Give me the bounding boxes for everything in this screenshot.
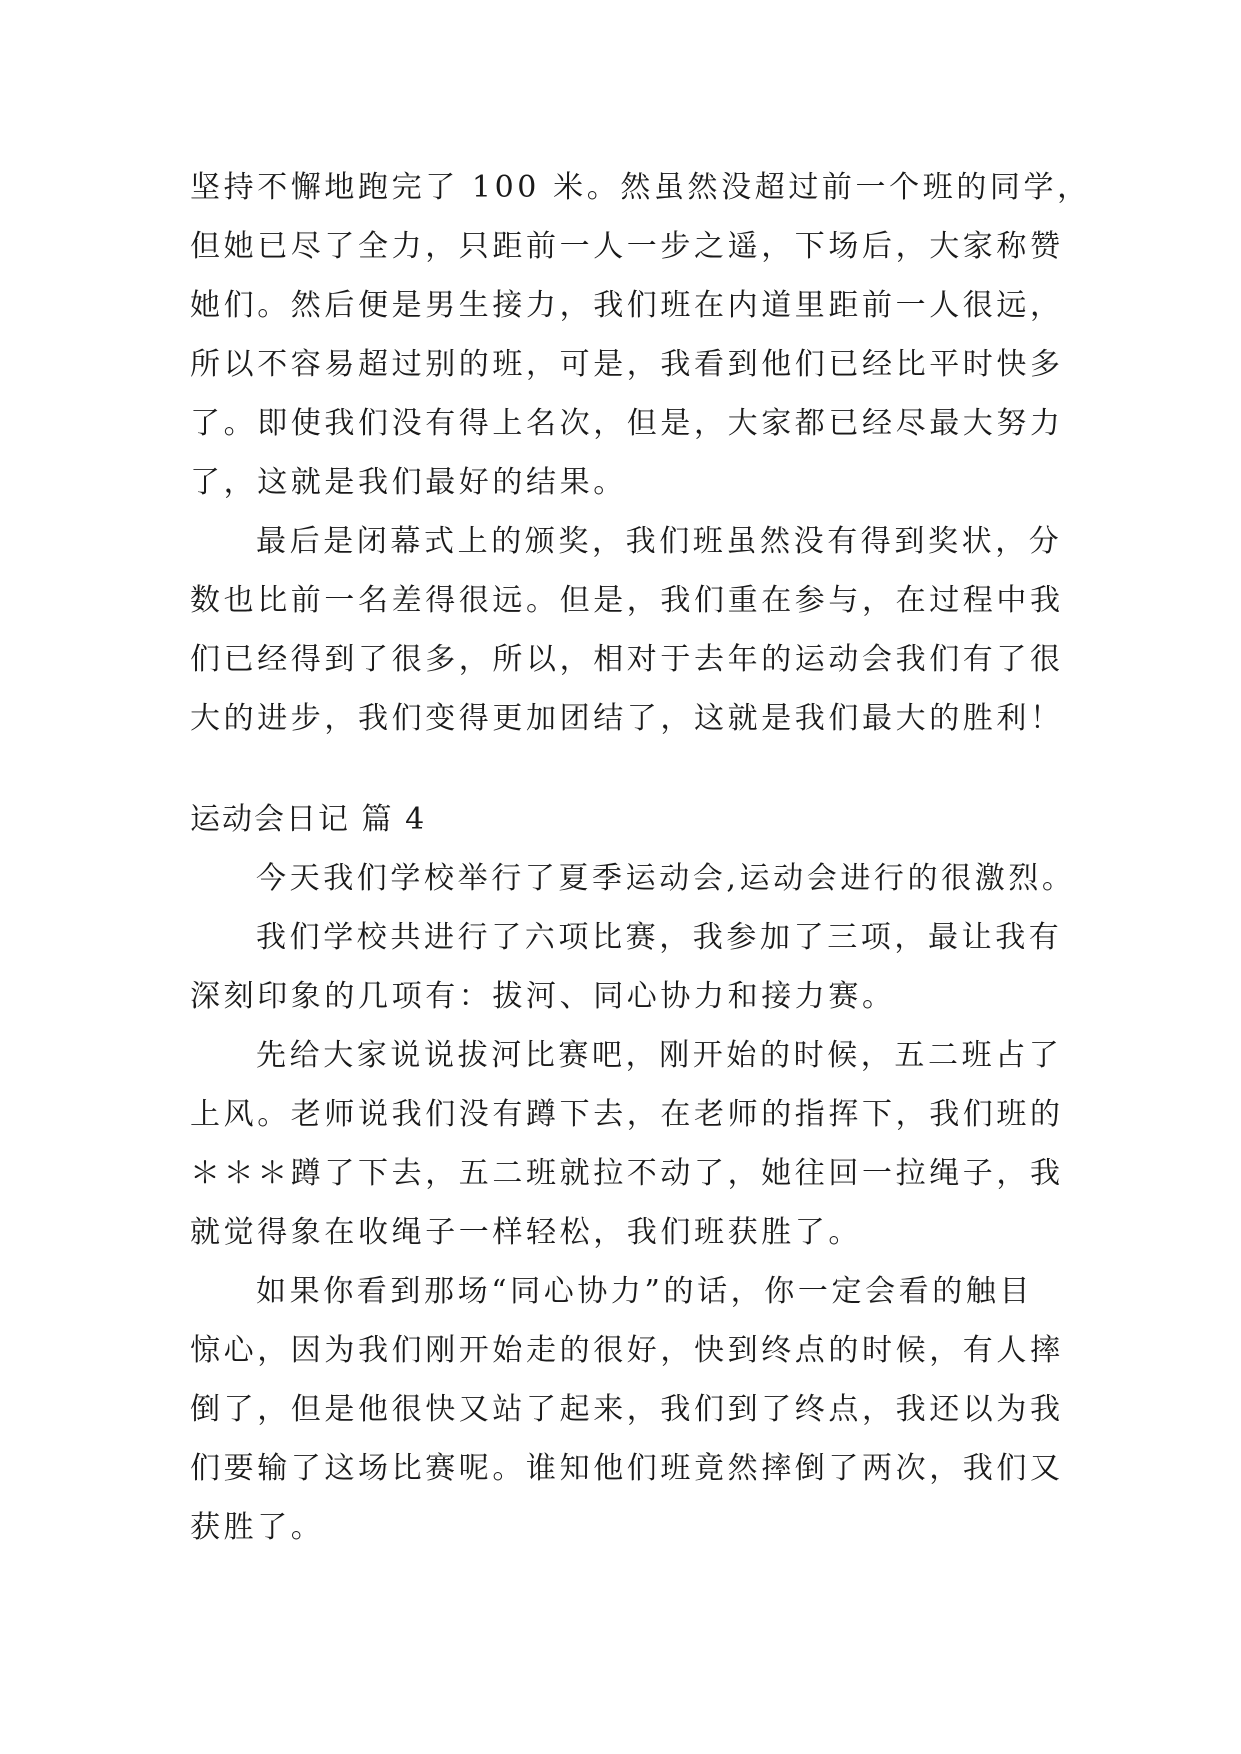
- text-line: 坚持不懈地跑完了 100 米。然虽然没超过前一个班的同学，: [190, 170, 1091, 205]
- paragraph: [190, 908, 1070, 1026]
- text-line: 倒了，但是他很快又站了起来，我们到了终点，我还以为我: [190, 1392, 1064, 1427]
- text-line: 了。即使我们没有得上名次，但是，大家都已经尽最大努力: [190, 406, 1064, 441]
- text-line: 但她已尽了全力，只距前一人一步之遥，下场后，大家称赞: [190, 229, 1064, 264]
- text-line: 了，这就是我们最好的结果。: [190, 465, 627, 500]
- text-line: 我们学校共进行了六项比赛，我参加了三项，最让我有: [256, 920, 1063, 955]
- text-line: 获胜了。: [190, 1510, 325, 1545]
- text-line: 深刻印象的几项有：拔河、同心协力和接力赛。: [190, 979, 896, 1014]
- document-body: [190, 158, 1091, 1557]
- text-line: 她们。然后便是男生接力，我们班在内道里距前一人很远，: [190, 288, 1064, 323]
- text-line: 数也比前一名差得很远。但是，我们重在参与，在过程中我: [190, 583, 1064, 618]
- paragraph: [190, 1026, 1070, 1262]
- section-heading: 运动会日记 篇 4: [190, 802, 427, 837]
- section-spacer: [190, 748, 1070, 790]
- paragraph: [190, 512, 1070, 748]
- text-line: ＊＊＊蹲了下去，五二班就拉不动了，她往回一拉绳子，我: [190, 1156, 1064, 1191]
- paragraph: [190, 849, 1076, 908]
- text-line: 大的进步，我们变得更加团结了，这就是我们最大的胜利！: [190, 701, 1064, 736]
- text-line: 今天我们学校举行了夏季运动会,运动会进行的很激烈。: [256, 861, 1076, 896]
- paragraph: [190, 1262, 1070, 1557]
- text-line: 们要输了这场比赛呢。谁知他们班竟然摔倒了两次，我们又: [190, 1451, 1064, 1486]
- text-line: 最后是闭幕式上的颁奖，我们班虽然没有得到奖状，分: [256, 524, 1063, 559]
- text-line: 如果你看到那场“同心协力”的话，你一定会看的触目: [256, 1274, 1034, 1309]
- text-line: 先给大家说说拔河比赛吧，刚开始的时候，五二班占了: [256, 1038, 1063, 1073]
- text-line: 就觉得象在收绳子一样轻松，我们班获胜了。: [190, 1215, 862, 1250]
- text-line: 上风。老师说我们没有蹲下去，在老师的指挥下，我们班的: [190, 1097, 1064, 1132]
- paragraph: [190, 158, 1091, 512]
- text-line: 惊心，因为我们刚开始走的很好，快到终点的时候，有人摔: [190, 1333, 1064, 1368]
- text-line: 所以不容易超过别的班，可是，我看到他们已经比平时快多: [190, 347, 1064, 382]
- text-line: 们已经得到了很多，所以，相对于去年的运动会我们有了很: [190, 642, 1064, 677]
